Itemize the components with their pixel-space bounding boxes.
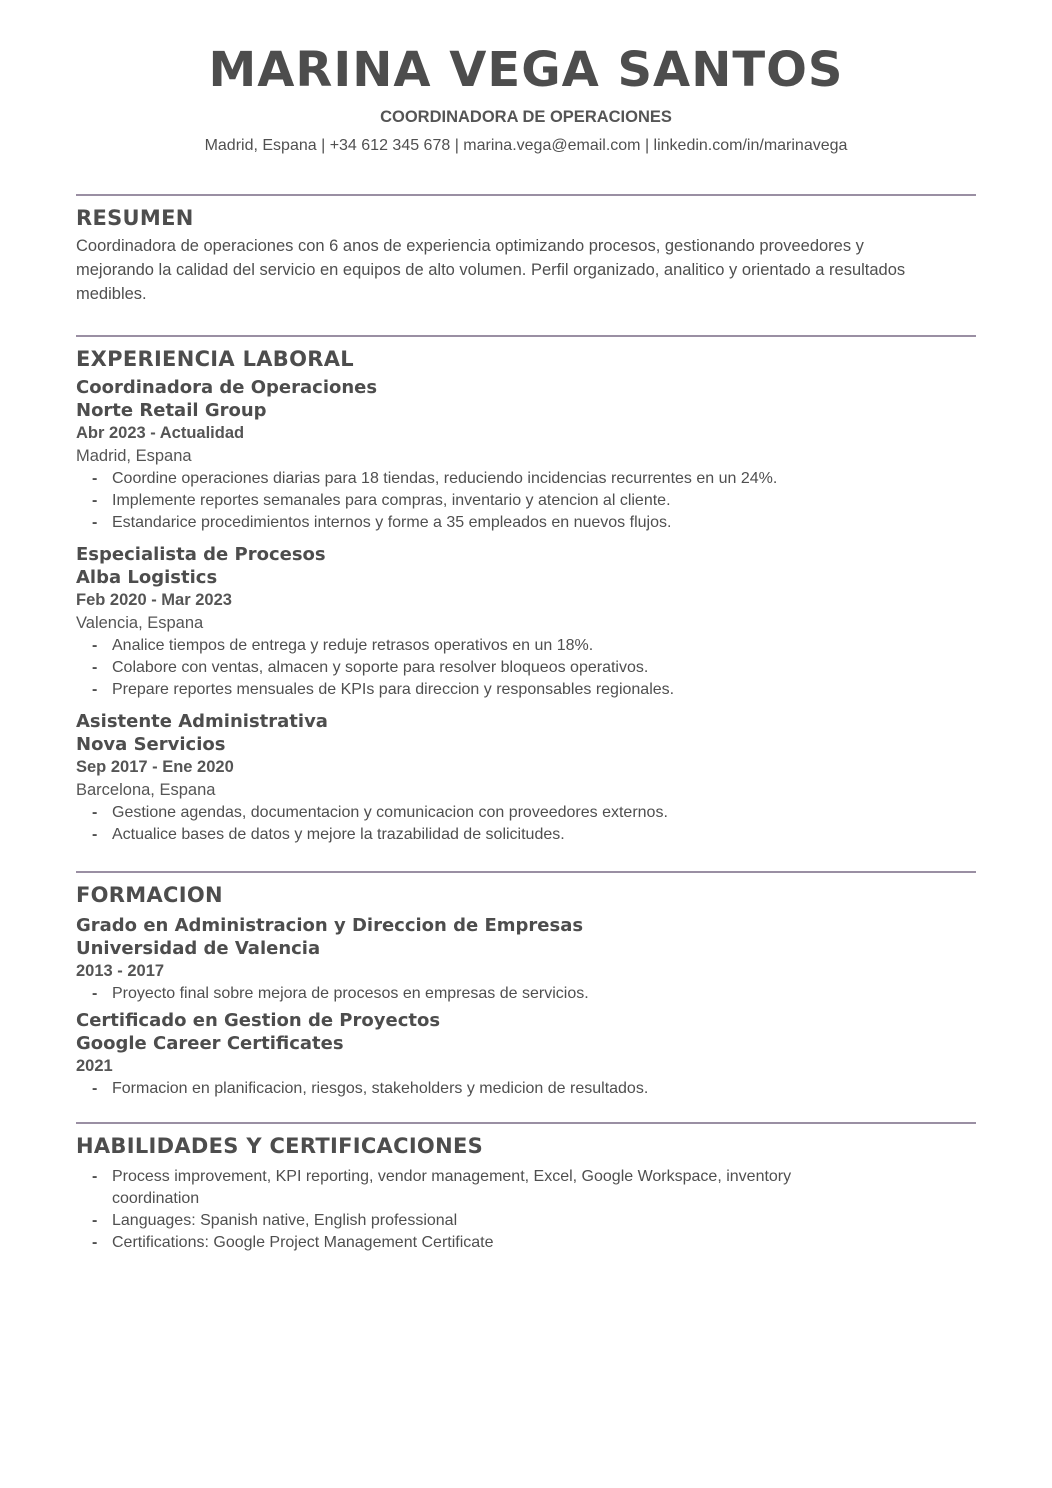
bullet-dash: - <box>92 1234 98 1251</box>
job-title: Asistente Administrativa <box>76 711 328 732</box>
list-item <box>92 824 976 846</box>
bullet-list <box>76 1078 976 1100</box>
candidate-name: MARINA VEGA SANTOS <box>208 42 844 98</box>
job-location: Valencia, Espana <box>76 614 204 632</box>
bullet-dash: - <box>92 1080 98 1097</box>
company-name: Alba Logistics <box>76 567 218 588</box>
job-dates: Sep 2017 - Ene 2020 <box>76 758 234 776</box>
contact-line: Madrid, Espana | +34 612 345 678 | marina.vega@email.com | linkedin.com/in/marinavega <box>204 137 848 154</box>
skills-section <box>76 1124 976 1254</box>
education-dates: 2021 <box>76 1057 113 1075</box>
list-item <box>92 1078 976 1100</box>
experience-entry <box>76 543 976 701</box>
bullet-list <box>76 802 976 846</box>
bullet-dash: - <box>92 826 98 843</box>
list-item <box>92 635 976 657</box>
bullet-text: Proyecto final sobre mejora de procesos en empresas de servicios. <box>112 985 589 1002</box>
summary-text: Coordinadora de operaciones con 6 anos de experiencia optimizando procesos, gestionando proveedores y mejorando la calidad del servicio en equipos de alto volumen. Perfil organizado, analitico y orientado a resultados medibles. <box>76 237 906 303</box>
bullet-list <box>76 468 976 534</box>
experience-section <box>76 337 976 846</box>
school-name: Universidad de Valencia <box>76 938 321 959</box>
education-section <box>76 873 976 1100</box>
section-title-education: FORMACION <box>76 883 223 907</box>
bullet-text: Prepare reportes mensuales de KPIs para direccion y responsables regionales. <box>112 681 675 698</box>
job-title: Coordinadora de Operaciones <box>76 377 378 398</box>
bullet-text: Process improvement, KPI reporting, vendor management, Excel, Google Workspace, inventory coordination <box>112 1168 792 1207</box>
list-item <box>92 490 976 512</box>
bullet-text: Gestione agendas, documentacion y comunicacion con proveedores externos. <box>112 804 668 821</box>
summary-section <box>76 196 976 306</box>
bullet-dash: - <box>92 1168 98 1185</box>
job-dates: Feb 2020 - Mar 2023 <box>76 591 232 609</box>
experience-entry <box>76 376 976 534</box>
bullet-dash: - <box>92 659 98 676</box>
bullet-dash: - <box>92 985 98 1002</box>
school-name: Google Career Certificates <box>76 1033 344 1054</box>
degree-name: Grado en Administracion y Direccion de Empresas <box>76 915 584 936</box>
job-location: Madrid, Espana <box>76 447 192 465</box>
list-item <box>92 679 976 701</box>
list-item <box>92 512 976 534</box>
company-name: Nova Servicios <box>76 734 226 755</box>
bullet-dash: - <box>92 470 98 487</box>
bullet-text: Certifications: Google Project Management Certificate <box>112 1234 494 1251</box>
bullet-dash: - <box>92 514 98 531</box>
bullet-text: Languages: Spanish native, English professional <box>112 1212 458 1229</box>
bullet-dash: - <box>92 804 98 821</box>
education-entry <box>76 914 976 1005</box>
list-item <box>92 468 976 490</box>
section-title-skills: HABILIDADES Y CERTIFICACIONES <box>76 1134 484 1158</box>
candidate-role: COORDINADORA DE OPERACIONES <box>380 108 672 126</box>
bullet-text: Coordine operaciones diarias para 18 tiendas, reduciendo incidencias recurrentes en un 24%. <box>112 470 778 487</box>
job-location: Barcelona, Espana <box>76 781 216 799</box>
bullet-dash: - <box>92 637 98 654</box>
degree-name: Certificado en Gestion de Proyectos <box>76 1010 441 1031</box>
bullet-list <box>76 1166 852 1254</box>
resume-header <box>76 0 976 156</box>
company-name: Norte Retail Group <box>76 400 267 421</box>
bullet-dash: - <box>92 681 98 698</box>
section-title-experience: EXPERIENCIA LABORAL <box>76 347 354 371</box>
education-entry <box>76 1009 976 1100</box>
bullet-text: Colabore con ventas, almacen y soporte para resolver bloqueos operativos. <box>112 659 649 676</box>
bullet-list <box>76 635 976 701</box>
bullet-text: Implemente reportes semanales para compras, inventario y atencion al cliente. <box>112 492 671 509</box>
bullet-text: Actualice bases de datos y mejore la trazabilidad de solicitudes. <box>112 826 565 843</box>
bullet-list <box>76 983 976 1005</box>
bullet-text: Formacion en planificacion, riesgos, stakeholders y medicion de resultados. <box>112 1080 649 1097</box>
job-dates: Abr 2023 - Actualidad <box>76 424 245 442</box>
experience-entry <box>76 710 976 846</box>
list-item <box>92 1210 852 1232</box>
list-item <box>92 1232 852 1254</box>
bullet-dash: - <box>92 492 98 509</box>
section-title-summary: RESUMEN <box>76 206 194 230</box>
list-item <box>92 1166 852 1210</box>
bullet-text: Analice tiempos de entrega y reduje retrasos operativos en un 18%. <box>112 637 594 654</box>
bullet-dash: - <box>92 1212 98 1229</box>
list-item <box>92 802 976 824</box>
list-item <box>92 983 976 1005</box>
list-item <box>92 657 976 679</box>
education-dates: 2013 - 2017 <box>76 962 165 980</box>
job-title: Especialista de Procesos <box>76 544 326 565</box>
bullet-text: Estandarice procedimientos internos y forme a 35 empleados en nuevos flujos. <box>112 514 672 531</box>
